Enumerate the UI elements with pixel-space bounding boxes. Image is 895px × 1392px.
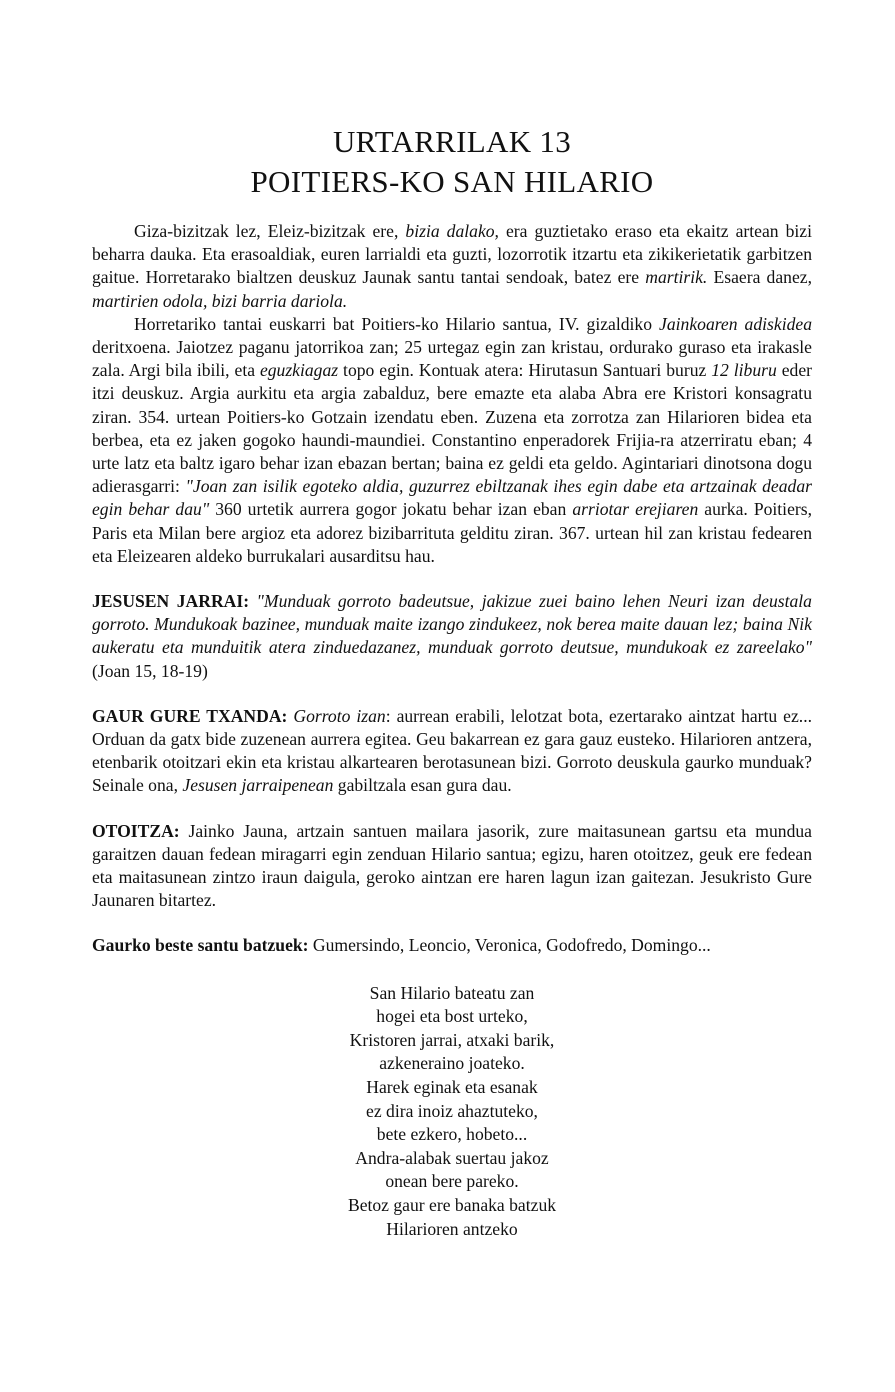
otoitza-text: Jainko Jauna, artzain santuen mailara jasorik, zure maitasunean gartsu eta mundua garaitzen dauan fedean miragarri egin zenduan Hilario santua; egizu, haren otoitzez, geuk ere fedean eta maitasunean zintzo iraun daigula, geroko aintzan ere haren lagun izan gaitezan. Jesukristo Gure Jaunaren bitartez. [92, 820, 812, 911]
emphasis-text: 12 liburu [711, 360, 777, 381]
jesusen-label: JESUSEN JARRAI: [92, 591, 250, 612]
poem-line: Kristoren jarrai, atxaki barik, [349, 1029, 555, 1050]
beste-santuak-section [92, 934, 812, 957]
emphasis-text: eguzkiagaz [259, 360, 339, 381]
poem-line: Betoz gaur ere banaka batzuk [347, 1195, 557, 1216]
poem-line: onean bere pareko. [385, 1171, 519, 1192]
intro-paragraph-1 [92, 220, 812, 313]
intro-text: Horretariko tantai euskarri bat Poitiers-ko Hilario santua, IV. gizaldiko [134, 313, 660, 334]
gaur-label: GAUR GURE TXANDA: [92, 705, 288, 726]
emphasis-text: martirik. [645, 267, 708, 288]
jesusen-section [92, 590, 812, 683]
poem-line: San Hilario bateatu zan [369, 982, 535, 1003]
beste-santuak-label: Gaurko beste santu batzuek: [92, 935, 309, 956]
emphasis-text: Jesusen jarraipenean [182, 775, 334, 796]
emphasis-text: Gorroto izan [293, 705, 386, 726]
gaur-section [92, 705, 812, 798]
intro-text: eder itzi deuskuz. Argia aurkitu eta argia zabalduz, bere emazte eta alaba Abra ere Kristori konsagratu ziran. 354. urtean Poitiers-ko Gotzain izendatu eben. Zuzena eta zorrotza zan Hilarioren bidea eta berbea, eta ez jaken gogoko haundi-maundiei. Constantino enperadorek Frijia-ra atzerriratu eban; 4 urte latz eta baltz igaro behar izan ebazan bertan; baina ez geldi eta geldo. Agintariari dinotsona dogu adierasgarri: [92, 360, 812, 497]
title-block [92, 122, 812, 202]
otoitza-label: OTOITZA: [92, 820, 180, 841]
page [92, 122, 812, 1241]
page-saint-heading: POITIERS-KO SAN HILARIO [250, 164, 654, 199]
poem-line: bete ezkero, hobeto... [376, 1124, 528, 1145]
poem-line: ez dira inoiz ahaztuteko, [366, 1100, 538, 1121]
intro-text: Giza-bizitzak lez, Eleiz-bizitzak ere, [134, 221, 406, 241]
poem-line: Hilarioren antzeko [386, 1218, 518, 1239]
emphasis-text: Jainkoaren adiskidea [659, 313, 812, 334]
poem-line: hogei eta bost urteko, [376, 1006, 528, 1027]
gospel-quote: "Munduak gorroto badeutsue, jakizue zuei baino lehen Neuri izan deustala gorroto. Mundukoak bazinee, munduak maite izango zindukeez, nok berea maite dauan lez; baina Nik aukeratu eta munduitik atera zinduedazanez, munduak gorroto deutsue, mundukoak ez zareelako" [92, 591, 812, 658]
beste-santuak-text: Gumersindo, Leoncio, Veronica, Godofredo, Domingo... [308, 935, 711, 956]
otoitza-section [92, 820, 812, 913]
gospel-reference: (Joan 15, 18-19) [92, 660, 208, 681]
gaur-text: : aurrean erabili, lelotzat bota, ezertarako aintzat hartu ez... Orduan da gatx bide zuzenean aurrera egitea. Geu bakarrean ez gara gauz eusteko. Hilarioren antzera, etenbarik otoitzari ekin eta kristau alkartearen berotasunean bizi. Gorroto deuskula gaurko munduak? Seinale ona, [92, 705, 812, 796]
intro-text: topo egin. Kontuak atera: Hirutasun Santuari buruz [338, 360, 712, 381]
emphasis-text: arriotar erejiaren [572, 499, 699, 520]
intro-text: era guztietako eraso eta ekaitz artean bizi beharra dauka. Eta erasoaldiak, euren larrialdi eta guzti, lozorrotik itzartu eta zikikerietatik garbitzen gaitue. Horretarako bialtzen deuskuz Jaunak santu tantai sendoak, batez ere [92, 221, 812, 288]
intro-text: Esaera danez, [707, 267, 812, 288]
gaur-text: gabiltzala esan gura dau. [333, 775, 512, 796]
emphasis-text: bizia dalako, [405, 221, 499, 241]
emphasis-text: "Joan zan isilik egoteko aldia, guzurrez ebiltzanak ihes egin dabe eta artzainak deadar egin behar dau" [92, 476, 812, 520]
emphasis-text: martirien odola, bizi barria dariola. [92, 290, 348, 311]
poem-line: azkeneraino joateko. [379, 1053, 525, 1074]
intro-text: aurka. Poitiers, Paris eta Milan bere argioz eta adorez bizibarrituta gelditu ziran. 367. urtean hil zan kristau fedearen eta Eleizearen aldeko burrukalari ausarditsu hau. [92, 499, 812, 566]
poem-line: Andra-alabak suertau jakoz [355, 1147, 549, 1168]
page-date-heading: URTARRILAK 13 [332, 124, 572, 159]
poem [92, 982, 812, 1242]
intro-text: deritxoena. Jaiotzez paganu jatorrikoa zan; 25 urtegaz egin zan kristau, ordurako guraso eta irakasle zala. Argi bila ibili, eta [92, 337, 812, 381]
intro-text: 360 urtetik aurrera gogor jokatu behar izan eban [209, 499, 573, 520]
intro-paragraph-2 [92, 313, 812, 568]
poem-line: Harek eginak eta esanak [366, 1077, 538, 1098]
